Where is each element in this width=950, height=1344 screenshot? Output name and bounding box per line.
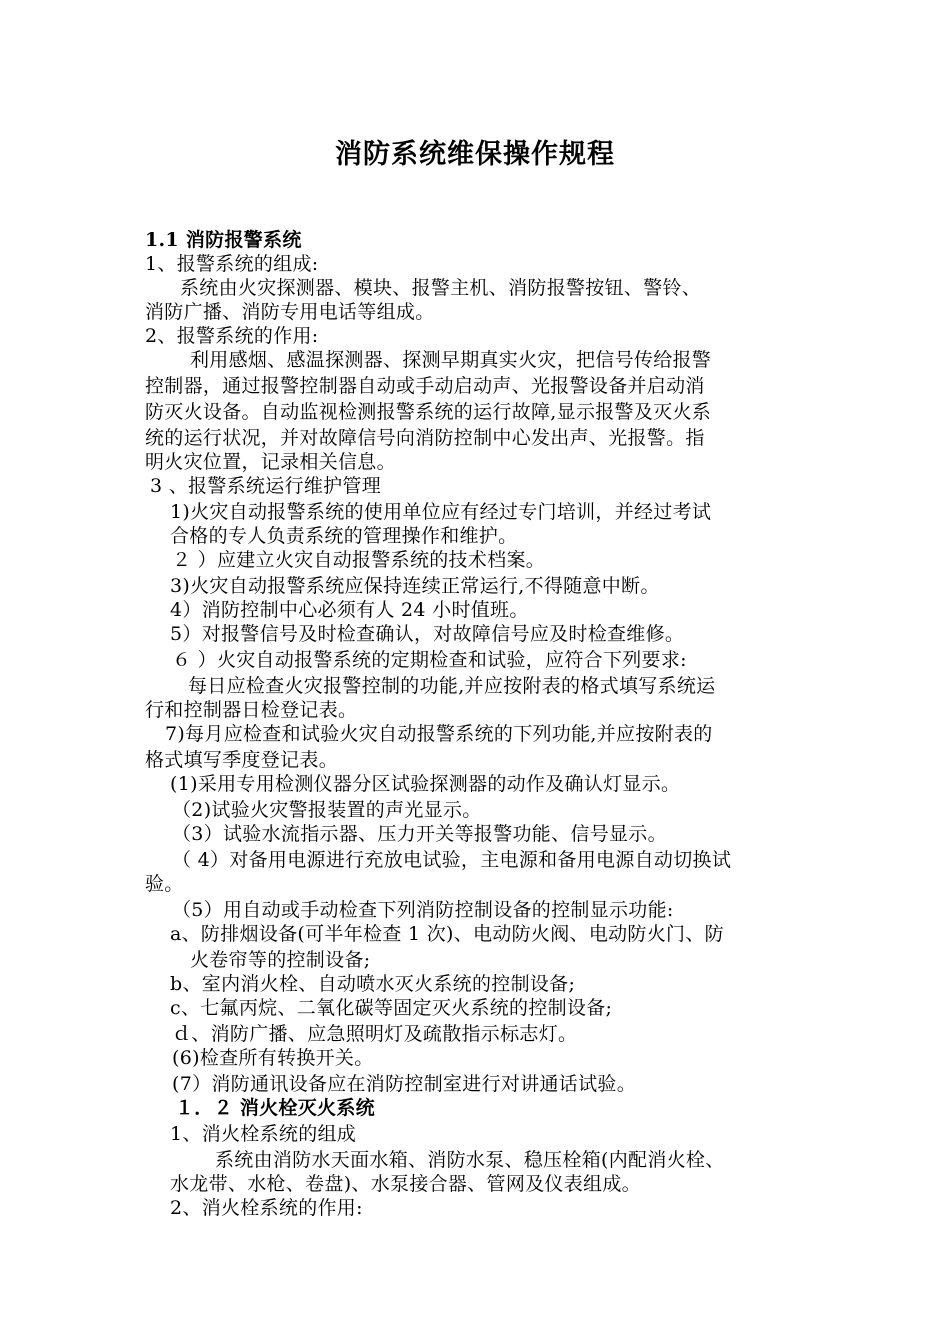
text-line: （3）试验水流指示器、压力开关等报警功能、信号显示。 xyxy=(172,823,667,845)
text-line: 3)火灾自动报警系统应保持连续正常运行,不得随意中断。 xyxy=(170,575,660,597)
text-line: 1)火灾自动报警系统的使用单位应有经过专门培训，并经过考试 xyxy=(170,501,712,523)
text-line: 行和控制器日检登记表。 xyxy=(145,699,358,721)
text-line: 消防广播、消防专用电话等组成。 xyxy=(145,301,435,323)
text-line: ２ ）应建立火灾自动报警系统的技术档案。 xyxy=(172,549,546,571)
text-line: 2、报警系统的作用: xyxy=(145,325,319,347)
text-line: 1、报警系统的组成: xyxy=(145,253,319,275)
text-line: 系统由火灾探测器、模块、报警主机、消防报警按钮、警铃、 xyxy=(180,277,702,299)
section-heading-1-1: 1.1 消防报警系统 xyxy=(145,229,302,251)
text-line: 系统由消防水天面水箱、消防水泵、稳压栓箱(内配消火栓、 xyxy=(215,1149,725,1171)
text-line: 统的运行状况，并对故障信号向消防控制中心发出声、光报警。指 xyxy=(145,427,705,449)
text-line: (7）消防通讯设备应在消防控制室进行对讲通话试验。 xyxy=(172,1073,637,1095)
text-line: a、防排烟设备(可半年检查 1 次)、电动防火阀、电动防火门、防 xyxy=(170,923,724,945)
text-line: 控制器，通过报警控制器自动或手动启动声、光报警设备并启动消 xyxy=(145,375,705,397)
text-line: 火卷帘等的控制设备; xyxy=(190,949,371,971)
text-line: 合格的专人负责系统的管理操作和维护。 xyxy=(170,525,518,547)
text-line: ｄ、消防广播、应急照明灯及疏散指示标志灯。 xyxy=(172,1023,578,1045)
text-line: 格式填写季度登记表。 xyxy=(145,749,339,771)
text-line: （2)试验火灾警报装置的声光显示。 xyxy=(172,799,482,821)
text-line: 3 、报警系统运行维护管理 xyxy=(150,475,382,497)
text-line: 2、消火栓系统的作用: xyxy=(170,1197,363,1219)
text-line: ６ ）火灾自动报警系统的定期检查和试验，应符合下列要求: xyxy=(172,649,687,671)
text-line: 水龙带、水枪、卷盘)、水泵接合器、管网及仪表组成。 xyxy=(170,1173,641,1195)
text-line: b、室内消火栓、自动喷水灭火系统的控制设备; xyxy=(170,973,576,995)
text-line: 7)每月应检查和试验火灾自动报警系统的下列功能,并应按附表的 xyxy=(165,723,713,745)
text-line: 4）消防控制中心必须有人 24 小时值班。 xyxy=(170,599,529,621)
text-line: (1)采用专用检测仪器分区试验探测器的动作及确认灯显示。 xyxy=(170,773,681,795)
text-line: 明火灾位置，记录相关信息。 xyxy=(145,451,396,473)
text-line: 1、消火栓系统的组成 xyxy=(170,1123,357,1145)
text-line: 利用感烟、感温探测器、探测早期真实火灾，把信号传给报警 xyxy=(190,349,712,371)
section-heading-1-2: １．２ 消火栓灭火系统 xyxy=(175,1097,375,1119)
text-line: (6)检查所有转换开关。 xyxy=(172,1047,374,1069)
text-line: （5）用自动或手动检查下列消防控制设备的控制显示功能: xyxy=(172,899,674,921)
text-line: 每日应检查火灾报警控制的功能,并应按附表的格式填写系统运 xyxy=(188,675,716,697)
text-line: 防灭火设备。自动监视检测报警系统的运行故障,显示报警及灭火系 xyxy=(145,401,712,423)
text-line: 5）对报警信号及时检查确认，对故障信号应及时检查维修。 xyxy=(170,623,685,645)
text-line: c、七氟丙烷、二氧化碳等固定灭火系统的控制设备; xyxy=(170,997,613,1019)
text-line: 验。 xyxy=(145,873,184,895)
document-title: 消防系统维保操作规程 xyxy=(335,139,615,170)
text-line: （ 4）对备用电源进行充放电试验，主电源和备用电源自动切换试 xyxy=(172,849,732,871)
